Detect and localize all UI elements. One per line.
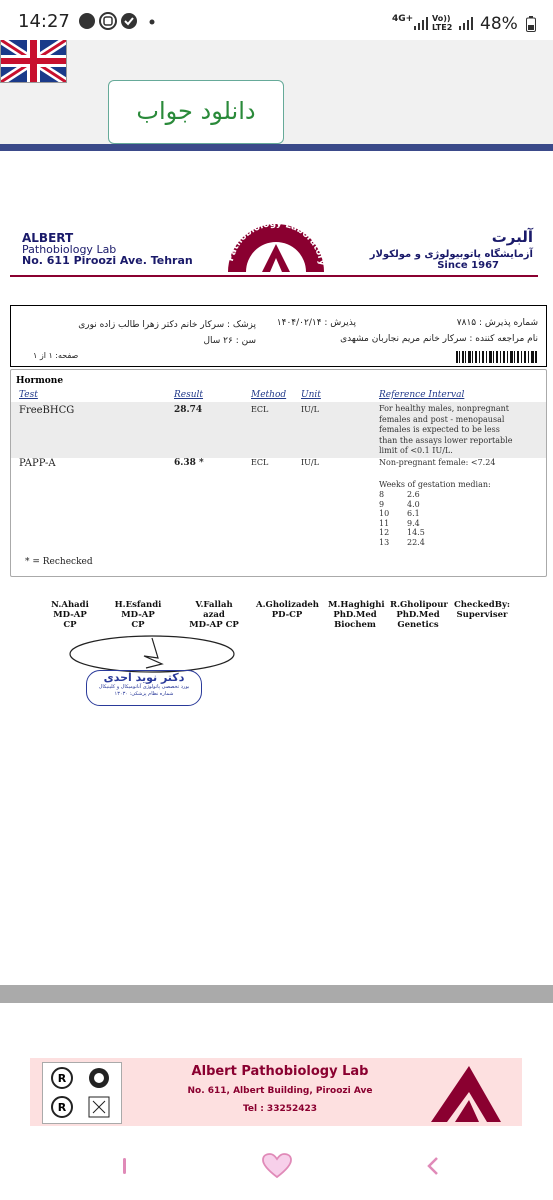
svg-text:R: R	[57, 1072, 67, 1085]
ref-line: For healthy males, nonpregnant	[379, 404, 509, 413]
row2-test: PAPP-A	[19, 458, 56, 469]
section-title: Hormone	[16, 376, 64, 386]
divider-bar	[0, 144, 553, 151]
stamp-name: دکتر نوید احدی	[103, 671, 185, 684]
week-cell: 9	[379, 499, 385, 509]
staff-fallah	[184, 600, 244, 630]
week-cell: 8	[379, 490, 385, 499]
status-bar	[0, 0, 553, 40]
staff-name: A.Gholizadeh	[256, 600, 319, 610]
client-name: نام مراجعه کننده : سرکار خانم مریم نجاربان مشهدی	[340, 334, 538, 344]
col-result: Result	[174, 390, 204, 400]
logo-text: Pathobiology Laboratory	[225, 218, 327, 267]
footer-tel: Tel : 33252423	[242, 1104, 318, 1114]
col-test: Test	[19, 390, 38, 400]
network-4g: 4G+	[392, 14, 414, 24]
ref-line: limit of <0.1 IU/L.	[379, 446, 453, 455]
week-cell: 13	[379, 537, 390, 547]
median-cell: 4.0	[407, 499, 420, 509]
median-cell: 22.4	[407, 537, 425, 547]
staff-name: H.Esfandi	[114, 600, 162, 610]
status-time: 14:27	[18, 11, 70, 32]
weeks-table	[379, 490, 425, 547]
lab-en-address: No. 611 Piroozi Ave. Tehran	[22, 254, 193, 267]
staff-name: CheckedBy:	[453, 600, 511, 610]
stamp-title: بورد تخصصی پاتولوژی آناتومیکال و کلینیکال	[98, 684, 190, 690]
week-cell: 12	[379, 528, 390, 537]
footer-text	[150, 1064, 410, 1114]
median-cell: 9.4	[407, 518, 420, 528]
row1-reference	[379, 404, 512, 457]
staff-title: Superviser	[456, 610, 508, 620]
staff-specialty: Biochem	[334, 620, 376, 630]
battery-percent: 48%	[480, 14, 518, 34]
notification-icons	[78, 12, 158, 34]
results-box	[10, 369, 547, 577]
footer-title: Albert Pathobiology Lab	[191, 1064, 369, 1079]
median-cell: 14.5	[407, 528, 425, 537]
median-cell: 2.6	[407, 490, 420, 499]
ref-line: females is expected to be less	[379, 425, 500, 434]
download-result-button[interactable]: دانلود جواب	[108, 80, 284, 144]
staff-ahadi	[46, 600, 94, 630]
battery-icon	[526, 16, 536, 36]
staff-title: PD-CP	[271, 610, 303, 620]
page-number: صفحه: ۱ از ۱	[33, 351, 79, 360]
lab-en-name: ALBERT	[22, 231, 74, 245]
network-lte: Vo)) LTE2	[432, 14, 453, 32]
footer-address: No. 611, Albert Building, Piroozi Ave	[187, 1086, 373, 1096]
admission-date: پذیرش : ۱۴۰۴/۰۲/۱۴	[276, 318, 356, 328]
col-reference: Reference Interval	[379, 390, 465, 400]
back-icon[interactable]	[426, 1156, 440, 1180]
admission-number: شماره پذیرش : ۷۸۱۵	[456, 318, 538, 328]
staff-title: MD-AP CP	[189, 620, 239, 630]
signal-icon-2	[458, 16, 474, 35]
staff-name: M.Haghighi	[328, 600, 385, 610]
staff-haghighi	[328, 600, 385, 630]
staff-name: R.Gholipour	[390, 600, 448, 610]
ref-line: than the assays lower reportable	[379, 435, 513, 445]
row2-reference: Non-pregnant female: <7.24	[379, 458, 496, 467]
uk-flag-icon[interactable]	[0, 40, 67, 83]
staff-title: MD-AP CP	[121, 610, 155, 630]
staff-name: V.Fallah azad	[195, 600, 233, 620]
staff-gholizadeh	[256, 600, 318, 620]
page-divider	[0, 985, 553, 1003]
header-divider	[10, 275, 538, 277]
col-method: Method	[251, 390, 287, 400]
certification-logos	[42, 1062, 122, 1124]
row1-unit: IU/L	[301, 405, 319, 414]
staff-checked	[452, 600, 512, 620]
signal-icon	[413, 16, 429, 35]
weeks-title: Weeks of gestation median:	[379, 480, 491, 489]
lab-en-header	[22, 233, 193, 266]
median-cell: 6.1	[407, 509, 420, 518]
staff-gholipour	[390, 600, 446, 630]
table-row	[11, 458, 546, 558]
staff-esfandi	[114, 600, 162, 630]
doctor-stamp	[86, 670, 202, 706]
staff-title: PhD.Med	[396, 610, 440, 620]
staff-title: MD-AP CP	[53, 610, 87, 630]
staff-title: PhD.Med	[333, 610, 377, 620]
patient-age: سن : ۲۶ سال	[203, 336, 256, 346]
col-unit: Unit	[301, 390, 321, 400]
staff-specialty: Genetics	[397, 620, 439, 630]
week-cell: 10	[379, 509, 390, 518]
lab-en-sub: Pathobiology Lab	[22, 243, 117, 256]
lab-since: Since 1967	[437, 260, 499, 271]
table-row	[11, 402, 546, 458]
row1-test: FreeBHCG	[19, 405, 75, 416]
row1-method: ECL	[251, 405, 269, 414]
patient-info-box	[10, 305, 547, 367]
doctor-name: پزشک : سرکار خانم دکتر زهرا طالب زاده نوری	[78, 320, 256, 330]
lab-footer-banner	[30, 1058, 522, 1126]
home-icon[interactable]	[262, 1153, 292, 1183]
week-cell: 11	[379, 518, 390, 528]
row2-unit: IU/L	[301, 458, 319, 467]
row2-result: 6.38 *	[174, 458, 204, 468]
stamp-number: شماره نظام پزشکی: ۱۳۰۳۰	[114, 691, 174, 697]
row1-result: 28.74	[174, 405, 203, 415]
ref-line: females and post - menopausal	[379, 414, 505, 424]
barcode	[456, 348, 538, 367]
lab-logo	[222, 216, 330, 278]
svg-text:R: R	[57, 1101, 67, 1114]
navigation-bar	[0, 1140, 553, 1200]
staff-name: N.Ahadi	[51, 600, 89, 610]
lab-fa-sub: آزمایشگاه پاتوبیولوژی و مولکولار	[369, 249, 533, 260]
lab-fa-header	[370, 228, 533, 271]
recent-apps-icon[interactable]	[120, 1156, 130, 1180]
lab-fa-name: آلبرت	[491, 228, 533, 246]
recheck-note: * = Rechecked	[25, 557, 93, 567]
footer-logo-icon	[425, 1060, 505, 1128]
row2-method: ECL	[251, 458, 269, 467]
